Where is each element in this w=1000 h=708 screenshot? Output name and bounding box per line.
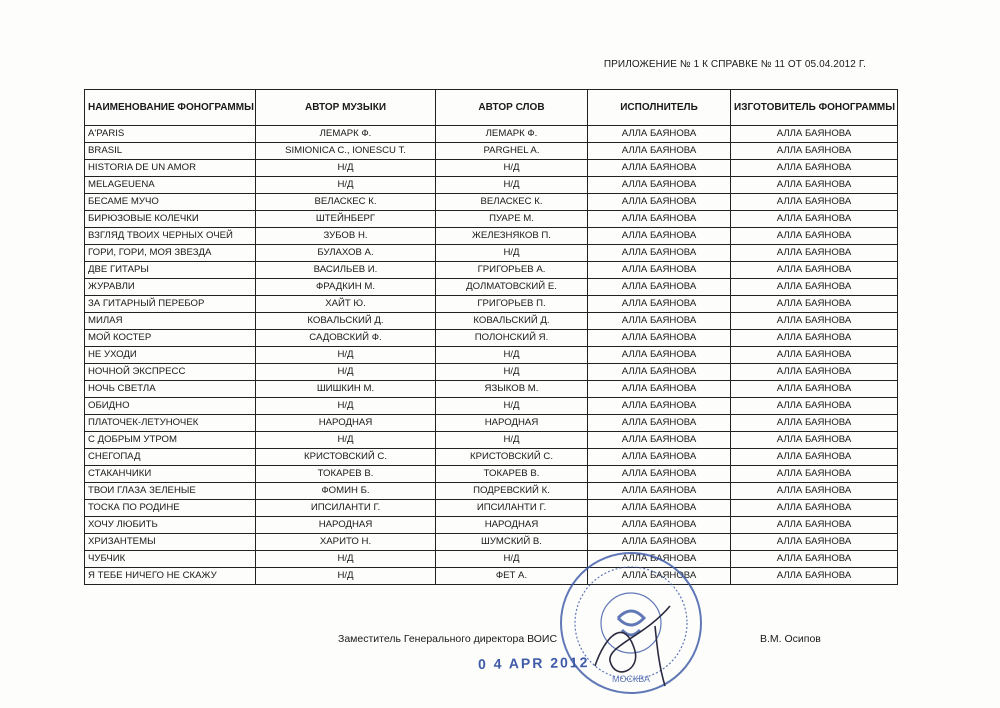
cell-producer: АЛЛА БАЯНОВА bbox=[731, 466, 898, 483]
table-header-row bbox=[85, 90, 898, 126]
cell-title: НОЧНОЙ ЭКСПРЕСС bbox=[85, 364, 256, 381]
cell-producer: АЛЛА БАЯНОВА bbox=[731, 483, 898, 500]
table-row bbox=[85, 568, 898, 585]
cell-performer: АЛЛА БАЯНОВА bbox=[588, 381, 731, 398]
cell-music-author: ХАЙТ Ю. bbox=[256, 296, 436, 313]
cell-music-author: ВЕЛАСКЕС К. bbox=[256, 194, 436, 211]
cell-producer: АЛЛА БАЯНОВА bbox=[731, 211, 898, 228]
cell-title: НОЧЬ СВЕТЛА bbox=[85, 381, 256, 398]
table-row bbox=[85, 364, 898, 381]
cell-lyrics-author: PARGHEL A. bbox=[436, 143, 588, 160]
cell-lyrics-author: Н/Д bbox=[436, 364, 588, 381]
table-row bbox=[85, 534, 898, 551]
cell-producer: АЛЛА БАЯНОВА bbox=[731, 143, 898, 160]
cell-producer: АЛЛА БАЯНОВА bbox=[731, 568, 898, 585]
cell-lyrics-author: НАРОДНАЯ bbox=[436, 415, 588, 432]
table-row bbox=[85, 177, 898, 194]
cell-title: ТВОИ ГЛАЗА ЗЕЛЕНЫЕ bbox=[85, 483, 256, 500]
table-row bbox=[85, 415, 898, 432]
cell-music-author: Н/Д bbox=[256, 432, 436, 449]
table-row bbox=[85, 500, 898, 517]
cell-music-author: Н/Д bbox=[256, 160, 436, 177]
cell-title: ГОРИ, ГОРИ, МОЯ ЗВЕЗДА bbox=[85, 245, 256, 262]
cell-music-author: КРИСТОВСКИЙ С. bbox=[256, 449, 436, 466]
table-row bbox=[85, 517, 898, 534]
cell-lyrics-author: КОВАЛЬСКИЙ Д. bbox=[436, 313, 588, 330]
table-row bbox=[85, 126, 898, 143]
cell-producer: АЛЛА БАЯНОВА bbox=[731, 177, 898, 194]
cell-title: A'PARIS bbox=[85, 126, 256, 143]
cell-music-author: ШИШКИН М. bbox=[256, 381, 436, 398]
cell-music-author: Н/Д bbox=[256, 568, 436, 585]
cell-lyrics-author: ПОЛОНСКИЙ Я. bbox=[436, 330, 588, 347]
cell-performer: АЛЛА БАЯНОВА bbox=[588, 449, 731, 466]
cell-performer: АЛЛА БАЯНОВА bbox=[588, 177, 731, 194]
table-row bbox=[85, 194, 898, 211]
cell-performer: АЛЛА БАЯНОВА bbox=[588, 398, 731, 415]
cell-title: ЖУРАВЛИ bbox=[85, 279, 256, 296]
cell-lyrics-author: ПОДРЕВСКИЙ К. bbox=[436, 483, 588, 500]
cell-performer: АЛЛА БАЯНОВА bbox=[588, 228, 731, 245]
cell-producer: АЛЛА БАЯНОВА bbox=[731, 551, 898, 568]
cell-lyrics-author: ЛЕМАРК Ф. bbox=[436, 126, 588, 143]
cell-producer: АЛЛА БАЯНОВА bbox=[731, 364, 898, 381]
appendix-caption: ПРИЛОЖЕНИЕ № 1 К СПРАВКЕ № 11 ОТ 05.04.2012 Г. bbox=[603, 59, 866, 70]
cell-performer: АЛЛА БАЯНОВА bbox=[588, 415, 731, 432]
table-row bbox=[85, 262, 898, 279]
cell-lyrics-author: ТОКАРЕВ В. bbox=[436, 466, 588, 483]
table-row bbox=[85, 551, 898, 568]
cell-lyrics-author: Н/Д bbox=[436, 551, 588, 568]
cell-music-author: НАРОДНАЯ bbox=[256, 415, 436, 432]
cell-lyrics-author: ДОЛМАТОВСКИЙ Е. bbox=[436, 279, 588, 296]
cell-music-author: БУЛАХОВ А. bbox=[256, 245, 436, 262]
cell-title: BRASIL bbox=[85, 143, 256, 160]
cell-lyrics-author: ИПСИЛАНТИ Г. bbox=[436, 500, 588, 517]
cell-lyrics-author: ШУМСКИЙ В. bbox=[436, 534, 588, 551]
cell-title: СНЕГОПАД bbox=[85, 449, 256, 466]
cell-title: ВЗГЛЯД ТВОИХ ЧЕРНЫХ ОЧЕЙ bbox=[85, 228, 256, 245]
cell-performer: АЛЛА БАЯНОВА bbox=[588, 313, 731, 330]
column-header-lyrics-author: АВТОР СЛОВ bbox=[436, 90, 588, 126]
table-row bbox=[85, 449, 898, 466]
column-header-title: НАИМЕНОВАНИЕ ФОНОГРАММЫ bbox=[85, 90, 256, 126]
cell-performer: АЛЛА БАЯНОВА bbox=[588, 568, 731, 585]
cell-producer: АЛЛА БАЯНОВА bbox=[731, 279, 898, 296]
cell-performer: АЛЛА БАЯНОВА bbox=[588, 551, 731, 568]
cell-title: ПЛАТОЧЕК-ЛЕТУНОЧЕК bbox=[85, 415, 256, 432]
cell-producer: АЛЛА БАЯНОВА bbox=[731, 313, 898, 330]
cell-title: ЧУБЧИК bbox=[85, 551, 256, 568]
table-row bbox=[85, 211, 898, 228]
cell-lyrics-author: ЯЗЫКОВ М. bbox=[436, 381, 588, 398]
cell-producer: АЛЛА БАЯНОВА bbox=[731, 381, 898, 398]
cell-music-author: Н/Д bbox=[256, 551, 436, 568]
cell-music-author: SIMIONICA C., IONESCU T. bbox=[256, 143, 436, 160]
cell-lyrics-author: ЖЕЛЕЗНЯКОВ П. bbox=[436, 228, 588, 245]
cell-producer: АЛЛА БАЯНОВА bbox=[731, 500, 898, 517]
cell-title: МИЛАЯ bbox=[85, 313, 256, 330]
column-header-music-author: АВТОР МУЗЫКИ bbox=[256, 90, 436, 126]
cell-producer: АЛЛА БАЯНОВА bbox=[731, 330, 898, 347]
cell-lyrics-author: Н/Д bbox=[436, 398, 588, 415]
cell-performer: АЛЛА БАЯНОВА bbox=[588, 211, 731, 228]
cell-lyrics-author: КРИСТОВСКИЙ С. bbox=[436, 449, 588, 466]
cell-music-author: ФОМИН Б. bbox=[256, 483, 436, 500]
cell-music-author: КОВАЛЬСКИЙ Д. bbox=[256, 313, 436, 330]
table-row bbox=[85, 483, 898, 500]
cell-performer: АЛЛА БАЯНОВА bbox=[588, 279, 731, 296]
date-stamp: 0 4 APR 2012 bbox=[477, 654, 590, 672]
cell-music-author: ТОКАРЕВ В. bbox=[256, 466, 436, 483]
column-header-performer: ИСПОЛНИТЕЛЬ bbox=[588, 90, 731, 126]
cell-lyrics-author: ФЕТ А. bbox=[436, 568, 588, 585]
table-row bbox=[85, 160, 898, 177]
cell-performer: АЛЛА БАЯНОВА bbox=[588, 432, 731, 449]
cell-producer: АЛЛА БАЯНОВА bbox=[731, 432, 898, 449]
cell-producer: АЛЛА БАЯНОВА bbox=[731, 534, 898, 551]
cell-producer: АЛЛА БАЯНОВА bbox=[731, 415, 898, 432]
cell-producer: АЛЛА БАЯНОВА bbox=[731, 449, 898, 466]
table-row bbox=[85, 245, 898, 262]
table-row bbox=[85, 330, 898, 347]
cell-title: С ДОБРЫМ УТРОМ bbox=[85, 432, 256, 449]
cell-performer: АЛЛА БАЯНОВА bbox=[588, 143, 731, 160]
cell-lyrics-author: Н/Д bbox=[436, 347, 588, 364]
cell-performer: АЛЛА БАЯНОВА bbox=[588, 330, 731, 347]
cell-title: ОБИДНО bbox=[85, 398, 256, 415]
cell-lyrics-author: Н/Д bbox=[436, 432, 588, 449]
table-row bbox=[85, 296, 898, 313]
cell-music-author: ШТЕЙНБЕРГ bbox=[256, 211, 436, 228]
cell-producer: АЛЛА БАЯНОВА bbox=[731, 347, 898, 364]
cell-title: HISTORIA DE UN AMOR bbox=[85, 160, 256, 177]
cell-performer: АЛЛА БАЯНОВА bbox=[588, 347, 731, 364]
cell-title: МОЙ КОСТЕР bbox=[85, 330, 256, 347]
cell-producer: АЛЛА БАЯНОВА bbox=[731, 126, 898, 143]
cell-producer: АЛЛА БАЯНОВА bbox=[731, 398, 898, 415]
cell-music-author: ФРАДКИН М. bbox=[256, 279, 436, 296]
cell-performer: АЛЛА БАЯНОВА bbox=[588, 364, 731, 381]
cell-producer: АЛЛА БАЯНОВА bbox=[731, 262, 898, 279]
cell-lyrics-author: ГРИГОРЬЕВ А. bbox=[436, 262, 588, 279]
cell-performer: АЛЛА БАЯНОВА bbox=[588, 160, 731, 177]
cell-performer: АЛЛА БАЯНОВА bbox=[588, 296, 731, 313]
cell-performer: АЛЛА БАЯНОВА bbox=[588, 126, 731, 143]
cell-music-author: НАРОДНАЯ bbox=[256, 517, 436, 534]
cell-title: НЕ УХОДИ bbox=[85, 347, 256, 364]
cell-title: MELAGEUENA bbox=[85, 177, 256, 194]
cell-title: Я ТЕБЕ НИЧЕГО НЕ СКАЖУ bbox=[85, 568, 256, 585]
cell-lyrics-author: ГРИГОРЬЕВ П. bbox=[436, 296, 588, 313]
cell-performer: АЛЛА БАЯНОВА bbox=[588, 500, 731, 517]
cell-performer: АЛЛА БАЯНОВА bbox=[588, 517, 731, 534]
cell-music-author: ВАСИЛЬЕВ И. bbox=[256, 262, 436, 279]
table-body bbox=[85, 126, 898, 585]
signer-position: Заместитель Генерального директора ВОИС bbox=[338, 633, 558, 645]
table-row bbox=[85, 228, 898, 245]
cell-title: БЕСАМЕ МУЧО bbox=[85, 194, 256, 211]
cell-music-author: Н/Д bbox=[256, 364, 436, 381]
cell-performer: АЛЛА БАЯНОВА bbox=[588, 194, 731, 211]
cell-producer: АЛЛА БАЯНОВА bbox=[731, 160, 898, 177]
cell-lyrics-author: ПУАРЕ М. bbox=[436, 211, 588, 228]
cell-lyrics-author: Н/Д bbox=[436, 245, 588, 262]
cell-lyrics-author: Н/Д bbox=[436, 160, 588, 177]
cell-music-author: ИПСИЛАНТИ Г. bbox=[256, 500, 436, 517]
cell-producer: АЛЛА БАЯНОВА bbox=[731, 194, 898, 211]
cell-lyrics-author: Н/Д bbox=[436, 177, 588, 194]
cell-title: ТОСКА ПО РОДИНЕ bbox=[85, 500, 256, 517]
cell-music-author: ЗУБОВ Н. bbox=[256, 228, 436, 245]
table-row bbox=[85, 432, 898, 449]
cell-producer: АЛЛА БАЯНОВА bbox=[731, 517, 898, 534]
cell-title: ЗА ГИТАРНЫЙ ПЕРЕБОР bbox=[85, 296, 256, 313]
cell-producer: АЛЛА БАЯНОВА bbox=[731, 296, 898, 313]
table-row bbox=[85, 313, 898, 330]
column-header-producer: ИЗГОТОВИТЕЛЬ ФОНОГРАММЫ bbox=[731, 90, 898, 126]
cell-title: ДВЕ ГИТАРЫ bbox=[85, 262, 256, 279]
cell-music-author: Н/Д bbox=[256, 398, 436, 415]
cell-producer: АЛЛА БАЯНОВА bbox=[731, 245, 898, 262]
cell-producer: АЛЛА БАЯНОВА bbox=[731, 228, 898, 245]
cell-title: ХОЧУ ЛЮБИТЬ bbox=[85, 517, 256, 534]
table-row bbox=[85, 143, 898, 160]
cell-lyrics-author: НАРОДНАЯ bbox=[436, 517, 588, 534]
seal-label: МОСКВА bbox=[612, 674, 650, 684]
cell-performer: АЛЛА БАЯНОВА bbox=[588, 245, 731, 262]
signer-name: В.М. Осипов bbox=[760, 633, 821, 645]
cell-music-author: САДОВСКИЙ Ф. bbox=[256, 330, 436, 347]
cell-title: ХРИЗАНТЕМЫ bbox=[85, 534, 256, 551]
table-row bbox=[85, 381, 898, 398]
cell-lyrics-author: ВЕЛАСКЕС К. bbox=[436, 194, 588, 211]
cell-music-author: Н/Д bbox=[256, 347, 436, 364]
cell-music-author: Н/Д bbox=[256, 177, 436, 194]
phonogram-table bbox=[84, 89, 898, 585]
cell-title: СТАКАНЧИКИ bbox=[85, 466, 256, 483]
cell-performer: АЛЛА БАЯНОВА bbox=[588, 262, 731, 279]
table-row bbox=[85, 279, 898, 296]
table-row bbox=[85, 398, 898, 415]
cell-title: БИРЮЗОВЫЕ КОЛЕЧКИ bbox=[85, 211, 256, 228]
cell-music-author: ЛЕМАРК Ф. bbox=[256, 126, 436, 143]
cell-performer: АЛЛА БАЯНОВА bbox=[588, 483, 731, 500]
table-row bbox=[85, 466, 898, 483]
cell-music-author: ХАРИТО Н. bbox=[256, 534, 436, 551]
table-row bbox=[85, 347, 898, 364]
cell-performer: АЛЛА БАЯНОВА bbox=[588, 466, 731, 483]
cell-performer: АЛЛА БАЯНОВА bbox=[588, 534, 731, 551]
signature bbox=[585, 596, 705, 696]
